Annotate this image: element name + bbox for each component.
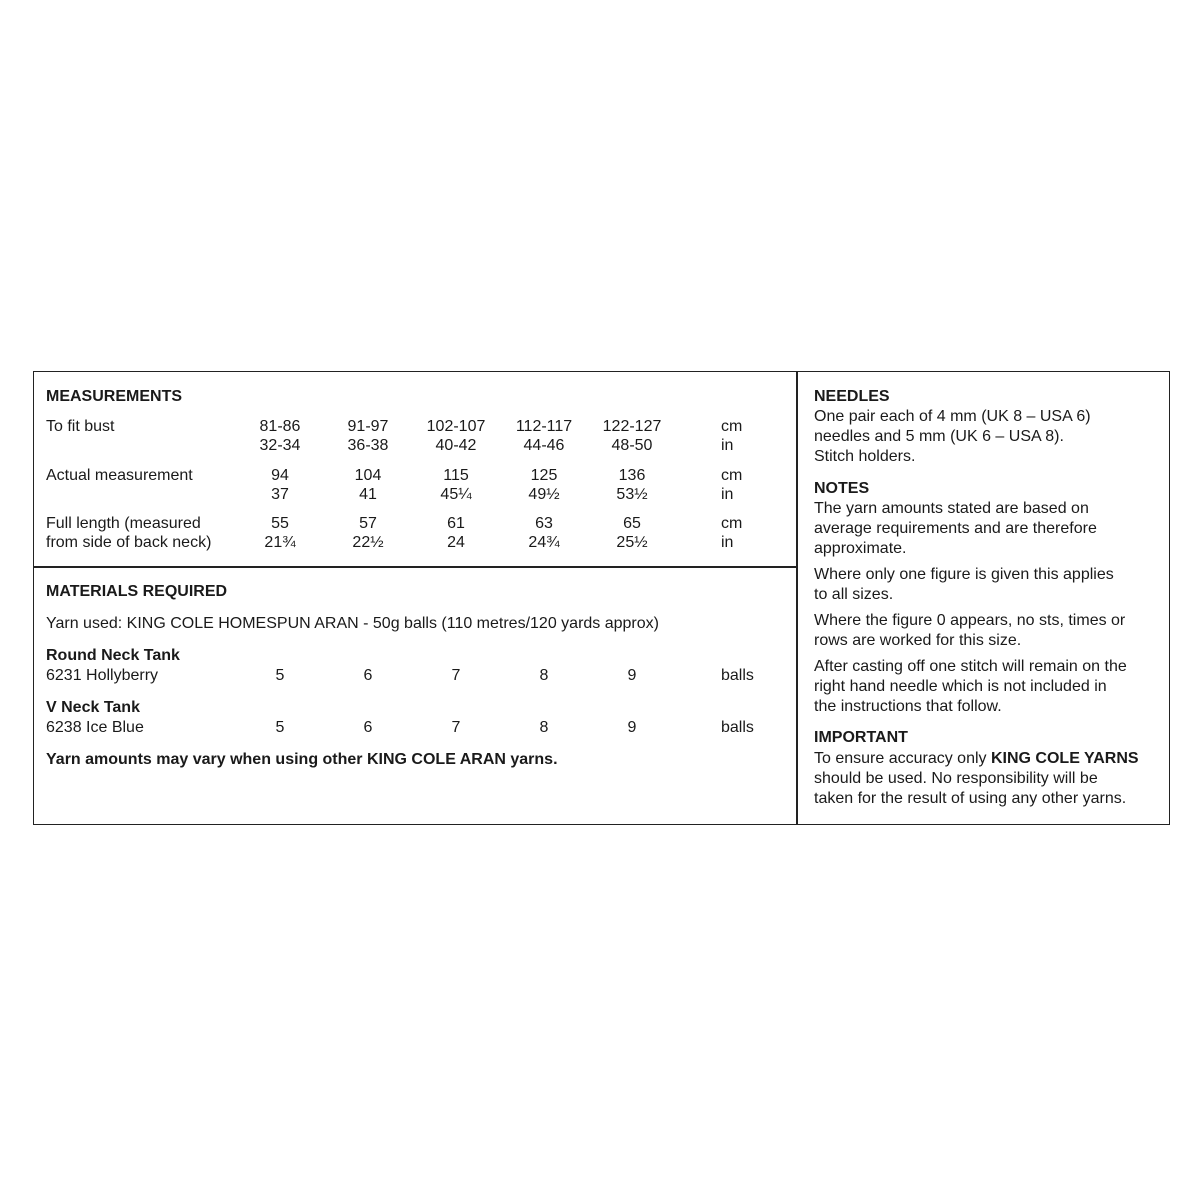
- unit-in: in: [721, 534, 734, 551]
- ball-count: 9: [627, 667, 637, 684]
- notes-line: to all sizes.: [814, 586, 894, 603]
- notes-line: right hand needle which is not included in: [814, 678, 1107, 695]
- row-label-line2: from side of back neck): [46, 534, 212, 551]
- size-value: 24: [447, 534, 465, 551]
- notes-line: The yarn amounts stated are based on: [814, 500, 1089, 517]
- ball-count: 7: [451, 667, 461, 684]
- size-value: 57: [359, 515, 377, 532]
- size-value: 61: [447, 515, 465, 532]
- important-line: taken for the result of using any other yarns.: [814, 790, 1127, 807]
- item-title: V Neck Tank: [46, 699, 140, 716]
- ball-count: 9: [627, 719, 637, 736]
- important-text: To ensure accuracy only: [814, 750, 991, 767]
- size-value: 122-127: [602, 418, 662, 435]
- item-title: Round Neck Tank: [46, 647, 180, 664]
- size-value: 125: [530, 467, 558, 484]
- size-value: 65: [623, 515, 641, 532]
- unit-balls: balls: [721, 719, 754, 736]
- column-divider: [796, 371, 798, 825]
- size-value: 48-50: [611, 437, 653, 454]
- needles-line: One pair each of 4 mm (UK 8 – USA 6): [814, 408, 1091, 425]
- unit-balls: balls: [721, 667, 754, 684]
- ball-count: 5: [275, 667, 285, 684]
- needles-line: needles and 5 mm (UK 6 – USA 8).: [814, 428, 1064, 445]
- size-value: 40-42: [435, 437, 477, 454]
- size-value: 49½: [528, 486, 560, 503]
- ball-count: 6: [363, 719, 373, 736]
- size-value: 94: [271, 467, 289, 484]
- unit-in: in: [721, 437, 734, 454]
- yarn-used: Yarn used: KING COLE HOMESPUN ARAN - 50g balls (110 metres/120 yards approx): [46, 615, 659, 632]
- size-value: 25½: [616, 534, 648, 551]
- ball-count: 8: [539, 667, 549, 684]
- size-value: 45¼: [440, 486, 472, 503]
- notes-line: average requirements and are therefore: [814, 520, 1097, 537]
- unit-cm: cm: [721, 515, 743, 532]
- size-value: 102-107: [426, 418, 486, 435]
- important-heading: IMPORTANT: [814, 729, 908, 746]
- unit-in: in: [721, 486, 734, 503]
- unit-cm: cm: [721, 467, 743, 484]
- size-value: 63: [535, 515, 553, 532]
- notes-line: the instructions that follow.: [814, 698, 1002, 715]
- ball-count: 5: [275, 719, 285, 736]
- size-value: 81-86: [259, 418, 301, 435]
- size-value: 55: [271, 515, 289, 532]
- unit-cm: cm: [721, 418, 743, 435]
- notes-line: Where the figure 0 appears, no sts, times or: [814, 612, 1126, 629]
- size-value: 41: [359, 486, 377, 503]
- measurements-heading: MEASUREMENTS: [46, 388, 183, 405]
- size-value: 36-38: [347, 437, 389, 454]
- materials-note: Yarn amounts may vary when using other KING COLE ARAN yarns.: [46, 751, 558, 768]
- row-label: Full length (measured: [46, 515, 201, 532]
- important-line: should be used. No responsibility will be: [814, 770, 1098, 787]
- row-label: Actual measurement: [46, 467, 193, 484]
- size-value: 53½: [616, 486, 648, 503]
- size-value: 115: [443, 467, 469, 484]
- size-value: 44-46: [523, 437, 565, 454]
- important-line: [814, 749, 1139, 768]
- notes-heading: NOTES: [814, 480, 870, 497]
- size-value: 21¾: [264, 534, 296, 551]
- size-value: 22½: [352, 534, 384, 551]
- row-label: To fit bust: [46, 418, 115, 435]
- size-value: 24¾: [528, 534, 560, 551]
- important-brand: KING COLE YARNS: [990, 750, 1139, 767]
- notes-line: After casting off one stitch will remain on the: [814, 658, 1127, 675]
- needles-heading: NEEDLES: [814, 388, 890, 405]
- size-value: 104: [354, 467, 382, 484]
- notes-line: Where only one figure is given this applies: [814, 566, 1114, 583]
- notes-line: approximate.: [814, 540, 907, 557]
- size-value: 112-117: [515, 418, 573, 435]
- needles-line: Stitch holders.: [814, 448, 916, 465]
- size-value: 32-34: [259, 437, 301, 454]
- ball-count: 6: [363, 667, 373, 684]
- section-divider: [33, 566, 797, 568]
- size-value: 37: [271, 486, 289, 503]
- size-value: 91-97: [347, 418, 389, 435]
- ball-count: 8: [539, 719, 549, 736]
- ball-count: 7: [451, 719, 461, 736]
- item-shade: 6231 Hollyberry: [46, 667, 159, 684]
- item-shade: 6238 Ice Blue: [46, 719, 144, 736]
- notes-line: rows are worked for this size.: [814, 632, 1022, 649]
- size-value: 136: [618, 467, 646, 484]
- materials-heading: MATERIALS REQUIRED: [46, 583, 228, 600]
